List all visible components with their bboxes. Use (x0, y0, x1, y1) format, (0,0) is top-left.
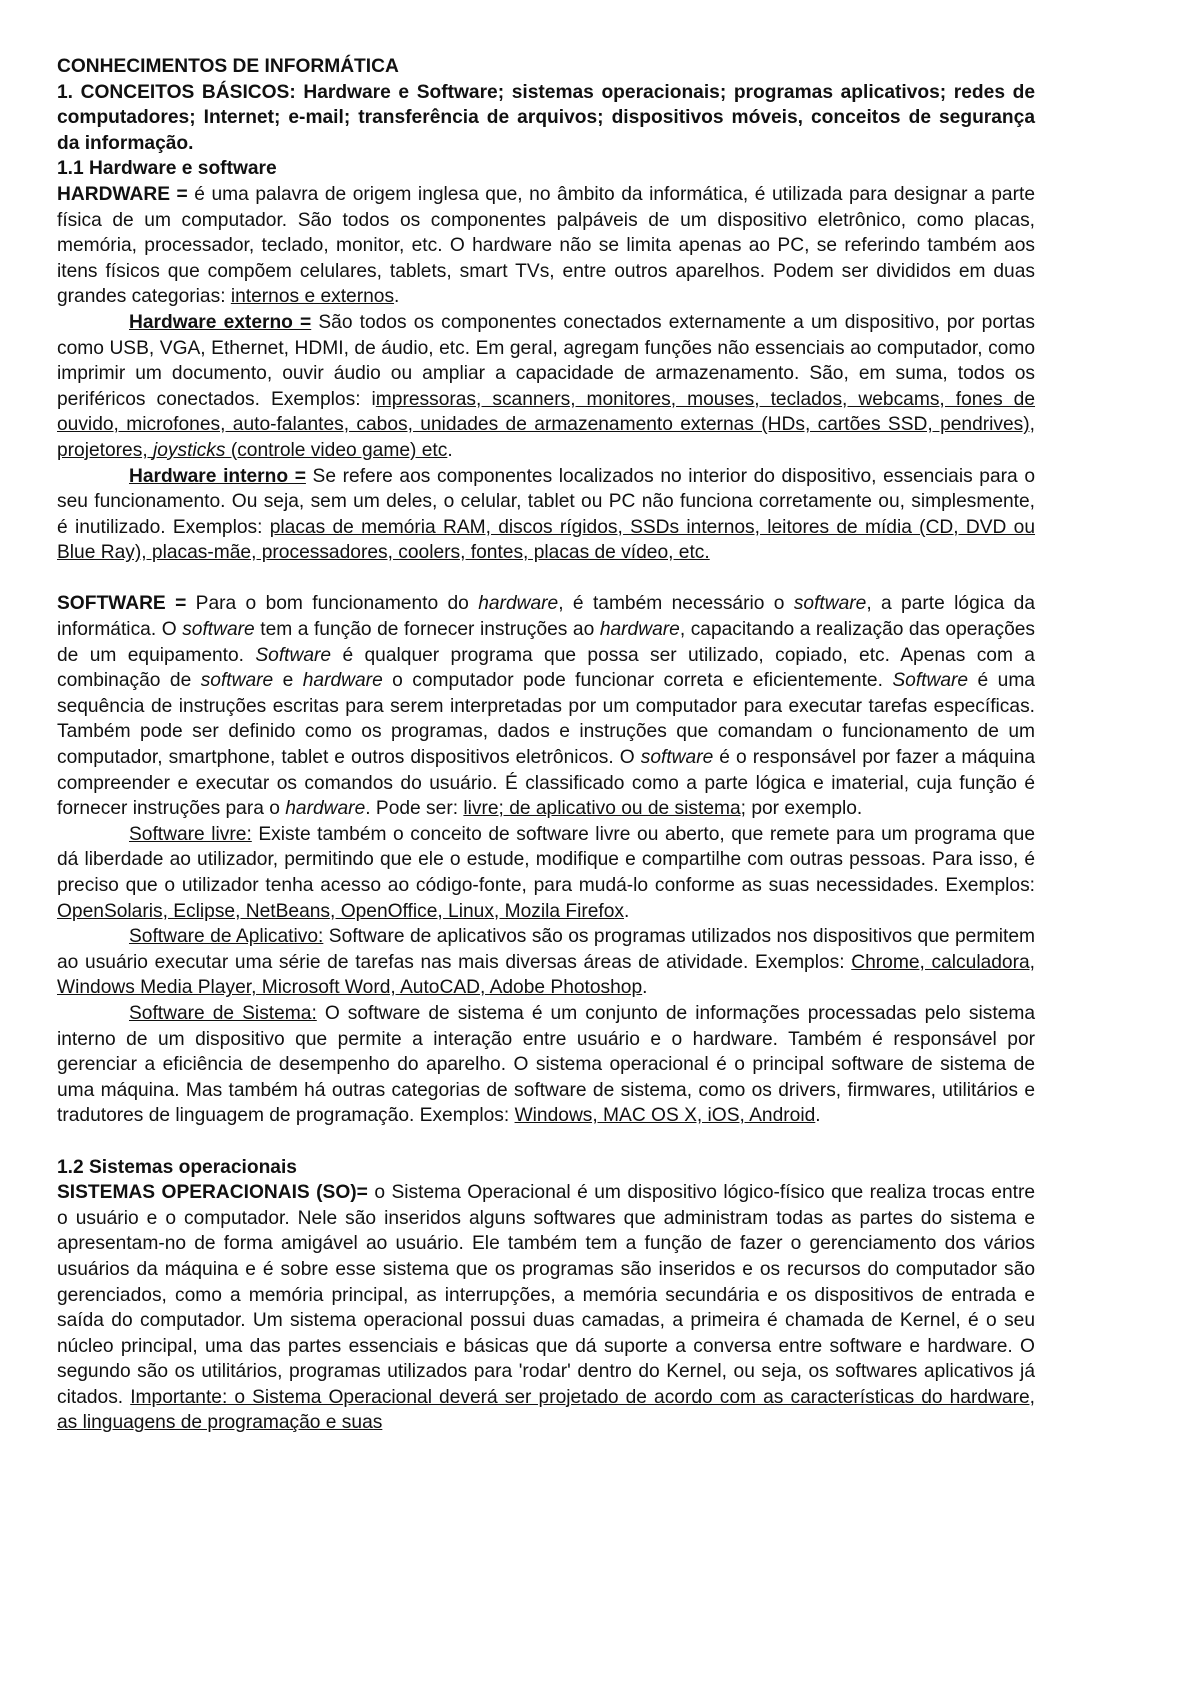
italic-term: hardware (478, 593, 559, 615)
paragraph-hardware-externo (57, 310, 1035, 464)
text: é uma sequência de instruções escritas para serem interpretadas por um computador para executar tarefas específicas. Também pode ser definido como os programas, dados e instruções que comandam o funcionamento de um computador, smartphone, tablet e outros dispositivos eletrônicos. O (57, 670, 1035, 769)
italic-term: Software (892, 670, 969, 692)
examples-hardware-externo: mpressoras, scanners, monitores, mouses, teclados, webcams, fones de ouvido, microfones, auto-falantes, cabos, unidades de armazenamento externas (HDs, cartões SSD, pendrives), projetores, (57, 388, 1036, 461)
term-software-livre: Software livre: (129, 823, 252, 845)
term-software-aplicativo: Software de Aplicativo: (129, 926, 324, 948)
text: é qualquer programa que possa ser utilizado, copiado, etc. Apenas com a combinação de (57, 644, 1035, 692)
text: . (815, 1105, 821, 1127)
paragraph-hardware (57, 182, 1035, 310)
italic-term: software (793, 593, 867, 615)
text: Existe também o conceito de software livre ou aberto, que remete para um programa que dá liberdade ao utilizador, permitindo que ele o estude, modifique e compartilhe com outras pessoas. Para isso, é preciso que o utilizador tenha acesso ao código-fonte, para mudá-lo conforme as suas necessidades. Exemplos: (57, 823, 1035, 896)
text: é o responsável por fazer a máquina compreender e executar os comandos do usuário. É classificado como a parte lógica e imaterial, cuja função é fornecer instruções para o (57, 747, 1036, 820)
text: , capacitando a realização das operações de um equipamento. (57, 619, 1036, 666)
text: por exemplo. (746, 798, 863, 820)
examples-software-aplicativo: Chrome, calculadora, Windows Media Player, Microsoft Word, AutoCAD, Adobe Photoshop (57, 951, 1035, 999)
term-software: SOFTWARE = (57, 593, 187, 615)
examples-software-livre: OpenSolaris, Eclipse, NetBeans, OpenOffice, Linux, Mozila Firefox (57, 900, 625, 922)
paragraph-software-livre (57, 822, 1035, 924)
text: . (642, 977, 648, 999)
section-heading-hardware-software: 1.1 Hardware e software (57, 158, 277, 180)
text: . Pode ser: (365, 798, 464, 820)
italic-term: software (640, 747, 714, 769)
text: o computador pode funcionar correta e eficientemente. (382, 670, 893, 692)
paragraph-software-sistema (57, 1001, 1035, 1129)
paragraph-sistemas-operacionais (57, 1180, 1035, 1436)
term-hardware-externo: Hardware externo = (129, 311, 312, 333)
hardware-categories: internos e externos (230, 286, 395, 308)
examples-software-sistema: Windows, MAC OS X, iOS, Android (514, 1105, 816, 1127)
italic-term: Software (255, 644, 332, 666)
term-hardware-interno: Hardware interno = (129, 465, 306, 487)
text: e (273, 670, 303, 692)
important-note: Importante: o Sistema Operacional deverá ser projetado de acordo com as características do hardware, as linguagens de programação e suas (57, 1386, 1035, 1434)
examples-joysticks: joysticks (152, 439, 226, 461)
term-sistemas-operacionais: SISTEMAS OPERACIONAIS (SO)= (57, 1182, 368, 1204)
italic-term: hardware (599, 619, 680, 641)
text: Software de aplicativos são os programas utilizados nos dispositivos que permitem ao usuário executar uma série de tarefas nas mais diversas áreas de atividade. Exemplos: (57, 926, 1035, 973)
examples-hardware-interno: placas de memória RAM, discos rígidos, SSDs internos, leitores de mídia (CD, DVD ou Blue Ray), placas-mãe, processadores, coolers, fontes, placas de vídeo, etc. (57, 516, 1036, 564)
text: , é também necessário o (558, 593, 794, 615)
italic-term: software (182, 619, 255, 641)
text: , a parte lógica da informática. O (57, 593, 1035, 641)
blank-line (57, 1129, 1035, 1155)
text: é uma palavra de origem inglesa que, no âmbito da informática, é utilizada para designar a parte física de um computador. São todos os componentes palpáveis de um dispositivo eletrônico, como placas, memória, processador, teclado, monitor, etc. O hardware não se limita apenas ao PC, se referindo também aos itens físicos que compõem celulares, tablets, smart TVs, entre outros aparelhos. Podem ser divididos em duas grandes categorias: (57, 183, 1035, 308)
software-types: livre; de aplicativo ou de sistema; (463, 798, 746, 820)
text: . (624, 900, 630, 922)
text: São todos os componentes conectados externamente a um dispositivo, por portas como USB, VGA, Ethernet, HDMI, de áudio, etc. Em geral, agregam funções não essenciais ao computador, como imprimir um documento, ouvir áudio ou ampliar a capacidade de armazenamento. São, em suma, todos os periféricos conectados. Exemplos: i (57, 311, 1035, 410)
text: . (394, 286, 400, 308)
text: tem a função de fornecer instruções ao (254, 619, 600, 641)
italic-term: hardware (285, 798, 366, 820)
document-title: CONHECIMENTOS DE INFORMÁTICA (57, 56, 399, 77)
term-hardware: HARDWARE = (57, 183, 188, 205)
text: o Sistema Operacional é um dispositivo lógico-físico que realiza trocas entre o usuário e o computador. Nele são inseridos alguns softwares que administram todas as partes do sistema e apresentam-no de forma amigável ao usuário. Ele também tem a função de fazer o gerenciamento dos vários usuários da máquina e é sobre esse sistema que os programas são inseridos e os recursos do computador são gerenciados, como a memória principal, as interrupções, a memória secundária e os dispositivos de entrada e saída do computador. Um sistema operacional possui duas camadas, a primeira é chamada de Kernel, é o seu núcleo principal, uma das partes essenciais e básicas que dá suporte a conversa entre software e hardware. O segundo são os utilitários, programas utilizados para 'rodar' dentro do Kernel, ou seja, os softwares aplicativos já citados. (57, 1182, 1036, 1408)
italic-term: hardware (302, 670, 383, 692)
text: Se refere aos componentes localizados no interior do dispositivo, essenciais para o seu funcionamento. Ou seja, sem um deles, o celular, tablet ou PC não funciona corretamente ou, simplesmente, é inutilizado. Exemplos: (57, 465, 1035, 538)
text: Para o bom funcionamento do (186, 593, 479, 615)
term-software-sistema: Software de Sistema: (129, 1002, 317, 1024)
examples-video-game: (controle video game) etc (225, 439, 448, 461)
blank-line (57, 566, 1035, 592)
paragraph-hardware-interno (57, 464, 1035, 566)
text: . (447, 439, 453, 461)
italic-term: software (200, 670, 274, 692)
paragraph-software (57, 591, 1035, 821)
text: O software de sistema é um conjunto de informações processadas pelo sistema interno de um dispositivo que permite a interação entre usuário e o hardware. Também é responsável por gerenciar a eficiência de desempenho do aparelho. O sistema operacional é o principal software de sistema de uma máquina. Mas também há outras categorias de software de sistema, como os drivers, firmwares, utilitários e tradutores de linguagem de programação. Exemplos: (57, 1002, 1035, 1127)
topic-list: 1. CONCEITOS BÁSICOS: Hardware e Software; sistemas operacionais; programas aplicativos; redes de computadores; Internet; e-mail; transferência de arquivos; dispositivos móveis, conceitos de segurança da informação. (57, 81, 1035, 154)
section-heading-sistemas-operacionais: 1.2 Sistemas operacionais (57, 1156, 297, 1178)
paragraph-software-aplicativo (57, 924, 1035, 1001)
